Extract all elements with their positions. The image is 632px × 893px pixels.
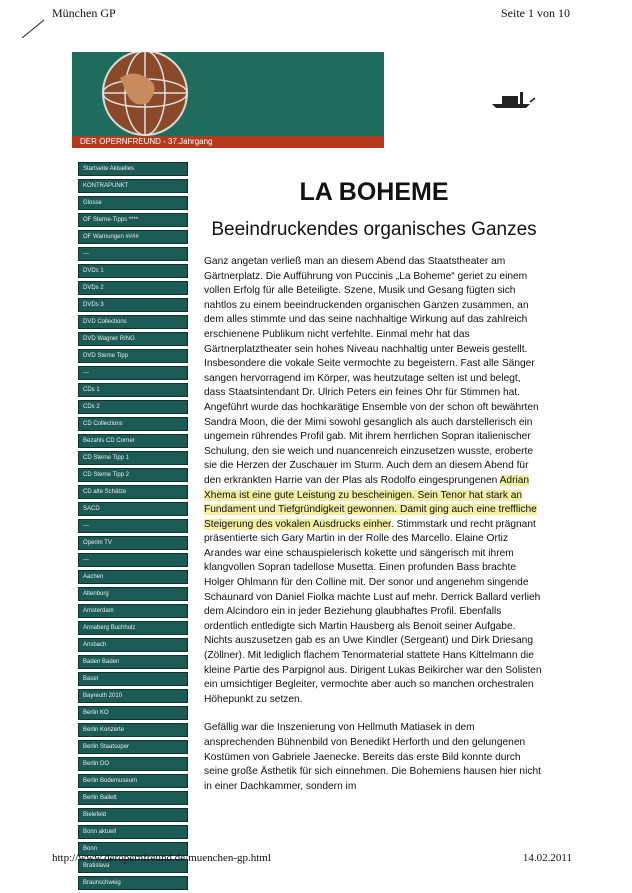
sidebar-nav-item[interactable]: Berlin DO <box>78 757 188 771</box>
sidebar-nav-item[interactable]: DVDs 3 <box>78 298 188 312</box>
sidebar-nav-item[interactable]: Operim TV <box>78 536 188 550</box>
globe-icon <box>100 52 190 138</box>
sidebar-nav-item[interactable]: Ansbach <box>78 638 188 652</box>
sidebar-nav-item[interactable]: Annaberg Buchholz <box>78 621 188 635</box>
sidebar-nav-item[interactable]: Bielefeld <box>78 808 188 822</box>
highlighted-text: Adrian Xhema ist eine gute Leistung zu bescheinigen. Sein Tenor hat stark an Fundament und Tiefgründigkeit gewonnen. Damit ging auch eine treffliche Steigerung des vokalen Ausdrucks einher <box>204 474 537 530</box>
article-subtitle: Beeindruckendes organisches Ganzes <box>211 219 537 240</box>
page-footer-url: http://www.deropernfreund.de/muenchen-gp.html <box>52 852 271 864</box>
sidebar-nav-item[interactable]: Startseite Aktuelles <box>78 162 188 176</box>
page-footer-date: 14.02.2011 <box>522 852 572 864</box>
sidebar-nav-item[interactable]: Bayreuth 2010 <box>78 689 188 703</box>
sidebar-nav-item[interactable]: Bonn aktuell <box>78 825 188 839</box>
page-header-left: München GP <box>52 6 116 20</box>
sidebar-nav-item[interactable]: --- <box>78 247 188 261</box>
sidebar-nav-item[interactable]: --- <box>78 553 188 567</box>
sidebar-nav-item[interactable]: Basel <box>78 672 188 686</box>
sidebar-nav-item[interactable]: Berlin Bodemuseum <box>78 774 188 788</box>
sidebar-nav-item[interactable]: Altenburg <box>78 587 188 601</box>
sidebar-nav-item[interactable]: --- <box>78 366 188 380</box>
sidebar-nav <box>78 162 188 893</box>
page-header-right: Seite 1 von 10 <box>501 6 570 20</box>
sidebar-nav-item[interactable]: Glosse <box>78 196 188 210</box>
article-paragraph-1 <box>204 255 544 707</box>
sidebar-nav-item[interactable]: CD Sterne Tipp 2 <box>78 468 188 482</box>
paragraph-text: Ganz angetan verließ man an diesem Abend das Staatstheater am Gärtnerplatz. Die Aufführung von Puccinis „La Boheme“ geriet zu einem vollen Erfolg für alle Beteiligte. Szene, Musik und Gesang fügten sich nahtlos zu einem beeindruckenden organischen Ganzen zusammen, an dem alles stimmte und das seine nachhaltige Wirkung auf das zahlreich erschienene Publikum nicht verfehlte. Einmal mehr hat das Gärtnerplatztheater sein hohes Niveau nachhaltig unter Beweis gestellt. Insbesondere die vokale Seite vermochte zu begeistern. Fast alle Sänger sangen hervorragend im Körper, was heutzutage selten ist und belegt, dass Staatsintendant Dr. Ulrich Peters ein feines Ohr für Stimmen hat. Angeführt wurde das hochkarätige Ensemble von der schon oft bewährten Sandra Moon, die der Mimi sowohl gesanglich als auch darstellerisch ein ungemein rührendes Profil gab. Mit ihrem herrlichen Sopran italienischer Schulung, den sie weich und nuancenreich einzusetzen wusste, eroberte sie die Herzen der Zuschauer im Sturm. Auch dem an diesem Abend für den erkrankten Harrie van der Plas als Rodolfo eingesprungenen <box>204 256 539 486</box>
article <box>204 162 544 794</box>
sidebar-nav-item[interactable]: Bonn <box>78 842 188 856</box>
sidebar-nav-item[interactable]: Aachen <box>78 570 188 584</box>
sidebar-nav-item[interactable]: CD Collections <box>78 417 188 431</box>
sidebar-nav-item[interactable]: DVD Collections <box>78 315 188 329</box>
sidebar-nav-item[interactable]: Bezahls CD Corner <box>78 434 188 448</box>
sidebar-nav-item[interactable]: Berlin Staatsoper <box>78 740 188 754</box>
sidebar-nav-item[interactable]: Berlin KO <box>78 706 188 720</box>
sidebar-nav-item[interactable]: DVDs 2 <box>78 281 188 295</box>
article-title: LA BOHEME <box>299 178 449 206</box>
site-banner <box>72 52 384 148</box>
article-paragraph-2: Gefällig war die Inszenierung von Hellmuth Matiasek in dem ansprechenden Bühnenbild von Benedikt Herforth und den gelungenen Kostümen von Gabriele Jaenecke. Bereits das erste Bild konnte durch seine große Ästhetik für sich einnehmen. Die Bohemiens hausen hier nicht in einer Dachkammer, sondern im <box>204 722 541 792</box>
sidebar-nav-item[interactable]: DVDs 1 <box>78 264 188 278</box>
sidebar-nav-item[interactable]: OF Warnungen #### <box>78 230 188 244</box>
sidebar-nav-item[interactable]: Amsterdam <box>78 604 188 618</box>
sidebar-nav-item[interactable]: SACD <box>78 502 188 516</box>
sidebar-nav-item[interactable]: --- <box>78 519 188 533</box>
sidebar-nav-item[interactable]: Bratislava <box>78 859 188 873</box>
sidebar-nav-item[interactable]: CD Sterne Tipp 1 <box>78 451 188 465</box>
sidebar-nav-item[interactable]: OF Sterne-Tipps **** <box>78 213 188 227</box>
banner-label: DER OPERNFREUND - 37.Jahrgang <box>80 137 213 146</box>
sidebar-nav-item[interactable]: Baden Baden <box>78 655 188 669</box>
sidebar-nav-item[interactable]: Berlin Konzerte <box>78 723 188 737</box>
sidebar-nav-item[interactable]: DVD Sterne Tipp <box>78 349 188 363</box>
sidebar-nav-item[interactable]: CDs 2 <box>78 400 188 414</box>
pen-stroke-mark <box>20 18 46 40</box>
paragraph-text: . Stimmstark und recht prägnant präsentierte sich Gary Martin in der Rolle des Marcello. Elaine Ortiz Arandes war eine schauspielerisch kokette und sängerisch mit ihrem klangvollen Sopran tadellose Musetta. Einen profunden Bass brachte Holger Ohlmann für den Colline mit. Der sonor und angenehm singende Schaunard von Daniel Fiolka machte Lust auf mehr. Derrick Ballard verlieh dem Alcindoro ein in jeder Beziehung glaubhaftes Profil. Ebenfalls ordentlich entledigte sich Martin Hausberg als Benoit seiner Aufgabe. Nichts auszusetzen gab es an Uwe Kindler (Sergeant) und Dirk Driesang (Zöllner). Mit lediglich flachem Tenormaterial stattete Hans Kittelmann die kleine Partie des Parpignol aus. Dirigent Lukas Beikircher war den Solisten ein umsichtiger Begleiter, vermochte aber auch so manchen orchestralen Höhepunkt zu setzen. <box>204 518 542 705</box>
sidebar-nav-item[interactable]: Braunschweig <box>78 876 188 890</box>
sidebar-nav-item[interactable]: DVD Wagner RING <box>78 332 188 346</box>
sidebar-nav-item[interactable]: KONTRAPUNKT <box>78 179 188 193</box>
ship-icon <box>490 88 536 110</box>
sidebar-nav-item[interactable]: Berlin Ballett <box>78 791 188 805</box>
sidebar-nav-item[interactable]: CD alte Schätze <box>78 485 188 499</box>
sidebar-nav-item[interactable]: CDs 1 <box>78 383 188 397</box>
